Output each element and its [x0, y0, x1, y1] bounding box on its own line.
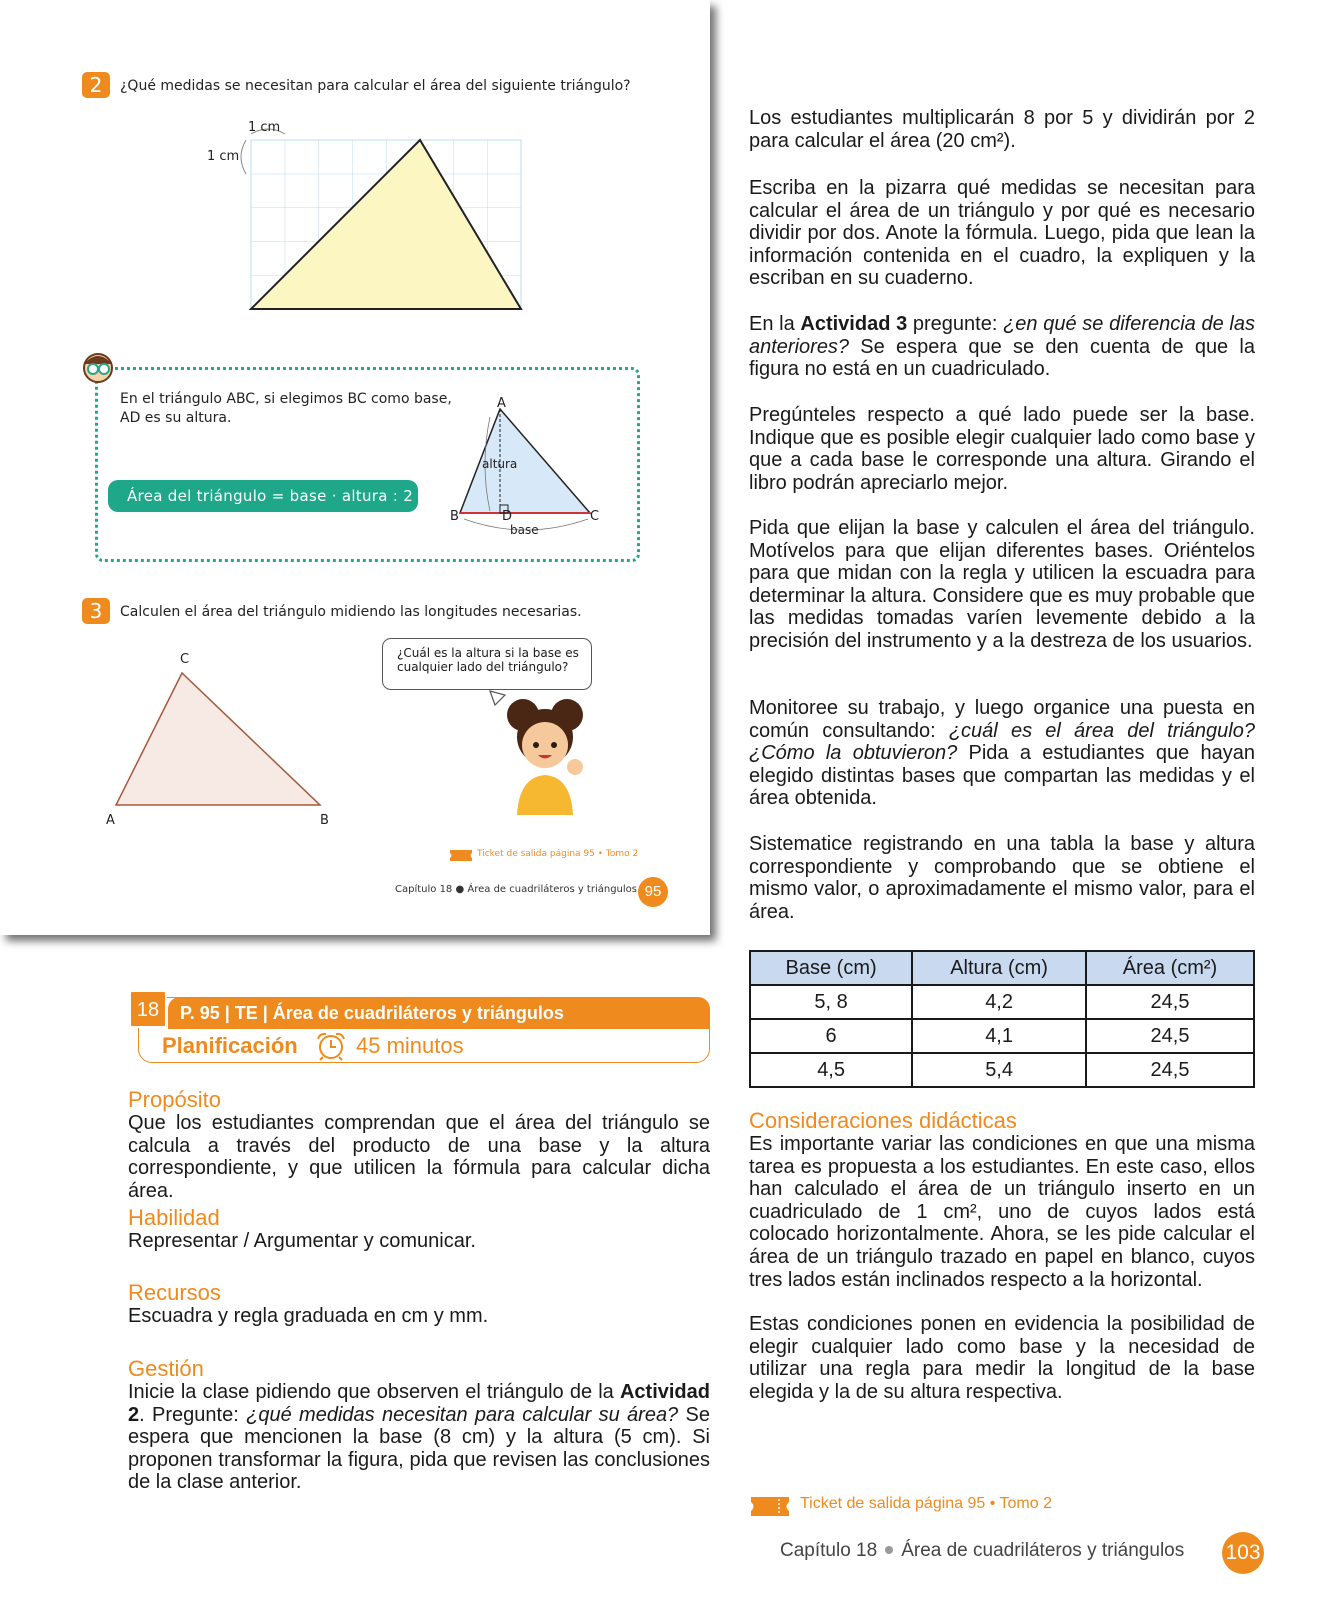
table-cell: 24,5: [1086, 1019, 1254, 1053]
label-base: base: [510, 523, 539, 537]
definition-text: [120, 390, 452, 428]
gestion-text-c: . Pregunte:: [139, 1403, 247, 1426]
unit-label-top: 1 cm: [248, 120, 281, 135]
page-number: 103: [1222, 1532, 1264, 1574]
consideraciones-title: Consideraciones didácticas: [749, 1108, 1017, 1133]
p3-question: ¿en qué se diferencia de las anteriores?: [749, 313, 1255, 358]
planning-title: Planificación: [162, 1033, 298, 1058]
p3-activity: Actividad 3: [800, 313, 908, 335]
paragraph-2: Escriba en la pizarra qué medidas se necesitan para calcular el área de un triángulo y por qué es necesario dividir por dos. Anote la fórmula. Luego, pida que lean la información contenida en el cuadro, la expliquen y la escriban en su cuaderno.: [749, 177, 1255, 290]
activity-2-question: ¿Qué medidas se necesitan para calcular el área del siguiente triángulo?: [120, 78, 631, 94]
alarm-clock-icon: [314, 1031, 348, 1061]
label-B-2: B: [320, 813, 329, 828]
consideraciones-paragraph-1: Es importante variar las condiciones en que una misma tarea es propuesta a los estudiantes. En este caso, ellos han calculado el área de un triángulo inserto en un cuadriculado de 1 cm², uno de cuyos lados está colocado horizontalmente. Ahora, se les pide calcular el área de un triángulo trazado en papel en blanco, cuyos tres lados están inclinados respecto a la horizontal.: [749, 1133, 1255, 1291]
measurements-table: [749, 950, 1255, 1088]
footer-topic: Área de cuadriláteros y triángulos: [901, 1540, 1185, 1561]
unit-label-left: 1 cm: [207, 149, 240, 164]
footer-text-small: Capítulo 18 ● Área de cuadriláteros y triángulos: [395, 884, 637, 895]
activity-3-badge: 3: [82, 598, 110, 624]
proposito-title: Propósito: [128, 1087, 221, 1112]
student-page-preview: [0, 0, 710, 935]
table-header: Altura (cm): [912, 951, 1086, 985]
label-C-2: C: [180, 652, 190, 667]
paragraph-5: Pida que elijan la base y calculen el área del triángulo. Motívelos para que elijan diferentes bases. Oriéntelos para que midan con la regla y utilicen la escuadra para determinar la altura. Considere que es muy probable que las medidas tomadas varíen levemente debido a la precisión del instrumento y a la destreza de los usuarios.: [749, 517, 1255, 652]
table-header: Área (cm²): [1086, 951, 1254, 985]
table-cell: 6: [750, 1019, 912, 1053]
activity-3-question: Calculen el área del triángulo midiendo las longitudes necesarias.: [120, 604, 582, 620]
table-row: [750, 1053, 1254, 1087]
plain-triangle-figure: [110, 665, 330, 815]
p6-text-c: Pida a estudiantes que hayan elegido distintas bases que compartan las medidas y el área obtenida.: [749, 742, 1255, 810]
gestion-question: ¿qué medidas necesitan para calcular su área?: [246, 1403, 679, 1426]
recursos-title: Recursos: [128, 1280, 221, 1305]
ticket-icon-small: [450, 850, 472, 861]
label-A: A: [497, 396, 506, 411]
area-formula: Área del triángulo = base · altura : 2: [108, 480, 418, 512]
page-footer: [780, 1540, 1184, 1562]
table-row: [750, 1019, 1254, 1053]
recursos-text: Escuadra y regla graduada en cm y mm.: [128, 1305, 489, 1327]
table-cell: 4,5: [750, 1053, 912, 1087]
table-cell: 4,1: [912, 1019, 1086, 1053]
habilidad-title: Habilidad: [128, 1205, 220, 1230]
p6-question: ¿cuál es el área del triángulo? ¿Cómo la obtuvieron?: [749, 719, 1255, 765]
definition-line-2: AD es su altura.: [120, 410, 232, 426]
footer-separator: [885, 1546, 893, 1554]
consideraciones-paragraph-2: Estas condiciones ponen en evidencia la posibilidad de elegir cualquier lado como base y la necesidad de utilizar una regla para medir la longitud de la base elegida y la de su altura respectiva.: [749, 1313, 1255, 1403]
speech-bubble: [382, 638, 592, 690]
habilidad-text: Representar / Argumentar y comunicar.: [128, 1230, 476, 1252]
table-cell: 24,5: [1086, 1053, 1254, 1087]
table-row: [750, 985, 1254, 1019]
gestion-title: Gestión: [128, 1356, 204, 1381]
ticket-text: Ticket de salida página 95 • Tomo 2: [800, 1495, 1052, 1512]
table-cell: 5, 8: [750, 985, 912, 1019]
paragraph-6: [749, 697, 1255, 810]
paragraph-4: Pregúnteles respecto a qué lado puede ser la base. Indique que es posible elegir cualquier lado como base y que a cada base le corresponde una altura. Girando el libro podrán apreciarlo mejor.: [749, 404, 1255, 494]
planning-duration: 45 minutos: [356, 1033, 464, 1058]
table-cell: 24,5: [1086, 985, 1254, 1019]
paragraph-1: Los estudiantes multiplicarán 8 por 5 y dividirán por 2 para calcular el área (20 cm²).: [749, 107, 1255, 152]
ticket-text-small: Ticket de salida página 95 • Tomo 2: [477, 849, 639, 859]
speech-line-2: cualquier lado del triángulo?: [397, 660, 569, 674]
ticket-icon: [751, 1497, 789, 1516]
gestion-text-e: Se espera que mencionen la base (8 cm) y la altura (5 cm). Si proponen transformar la figura, pida que revisen las conclusiones de la clase anterior.: [128, 1403, 710, 1494]
definition-line-1: En el triángulo ABC, si elegimos BC como base,: [120, 391, 452, 407]
label-B: B: [450, 509, 459, 524]
p3-text-e: Se espera que se den cuenta de que la figura no está en un cuadriculado.: [749, 335, 1255, 381]
activity-2-badge: 2: [82, 72, 110, 98]
page-number-small: 95: [638, 877, 668, 907]
table-header: Base (cm): [750, 951, 912, 985]
paragraph-7: Sistematice registrando en una tabla la base y altura correspondiente y comprobando que se obtiene el mismo valor, o aproximadamente el mismo valor, para el área.: [749, 833, 1255, 923]
label-D: D: [502, 509, 513, 524]
gestion-activity: Actividad 2: [128, 1381, 710, 1426]
p3-text-c: pregunte:: [907, 313, 1004, 335]
label-C: C: [590, 509, 600, 524]
table-cell: 4,2: [912, 985, 1086, 1019]
gestion-text: [128, 1381, 710, 1494]
planning-bar: [168, 997, 710, 1029]
label-A-2: A: [106, 813, 115, 828]
proposito-text: Que los estudiantes comprendan que el área del triángulo se calcula a través del producto de una base y la altura correspondiente, y que utilicen la fórmula para calcular dicha área.: [128, 1112, 710, 1202]
abc-triangle-figure: [450, 395, 610, 535]
character-icon: [78, 350, 118, 386]
speech-line-1: ¿Cuál es la altura si la base es: [397, 646, 579, 660]
label-altura: altura: [482, 457, 518, 471]
p3-text-a: En la: [749, 313, 801, 335]
planning-bar-text: P. 95 | TE | Área de cuadriláteros y triángulos: [180, 1003, 564, 1023]
gestion-text-a: Inicie la clase pidiendo que observen el triángulo de la: [128, 1381, 620, 1403]
table-cell: 5,4: [912, 1053, 1086, 1087]
girl-character-icon: [485, 685, 595, 815]
paragraph-3: [749, 313, 1255, 381]
grid-triangle-figure: [240, 120, 530, 320]
lesson-number: 18: [129, 990, 167, 1028]
table-header-row: [750, 951, 1254, 985]
footer-chapter: Capítulo 18: [780, 1540, 878, 1561]
p6-text-a: Monitoree su trabajo, y luego organice una puesta en común consultando:: [749, 697, 1255, 742]
